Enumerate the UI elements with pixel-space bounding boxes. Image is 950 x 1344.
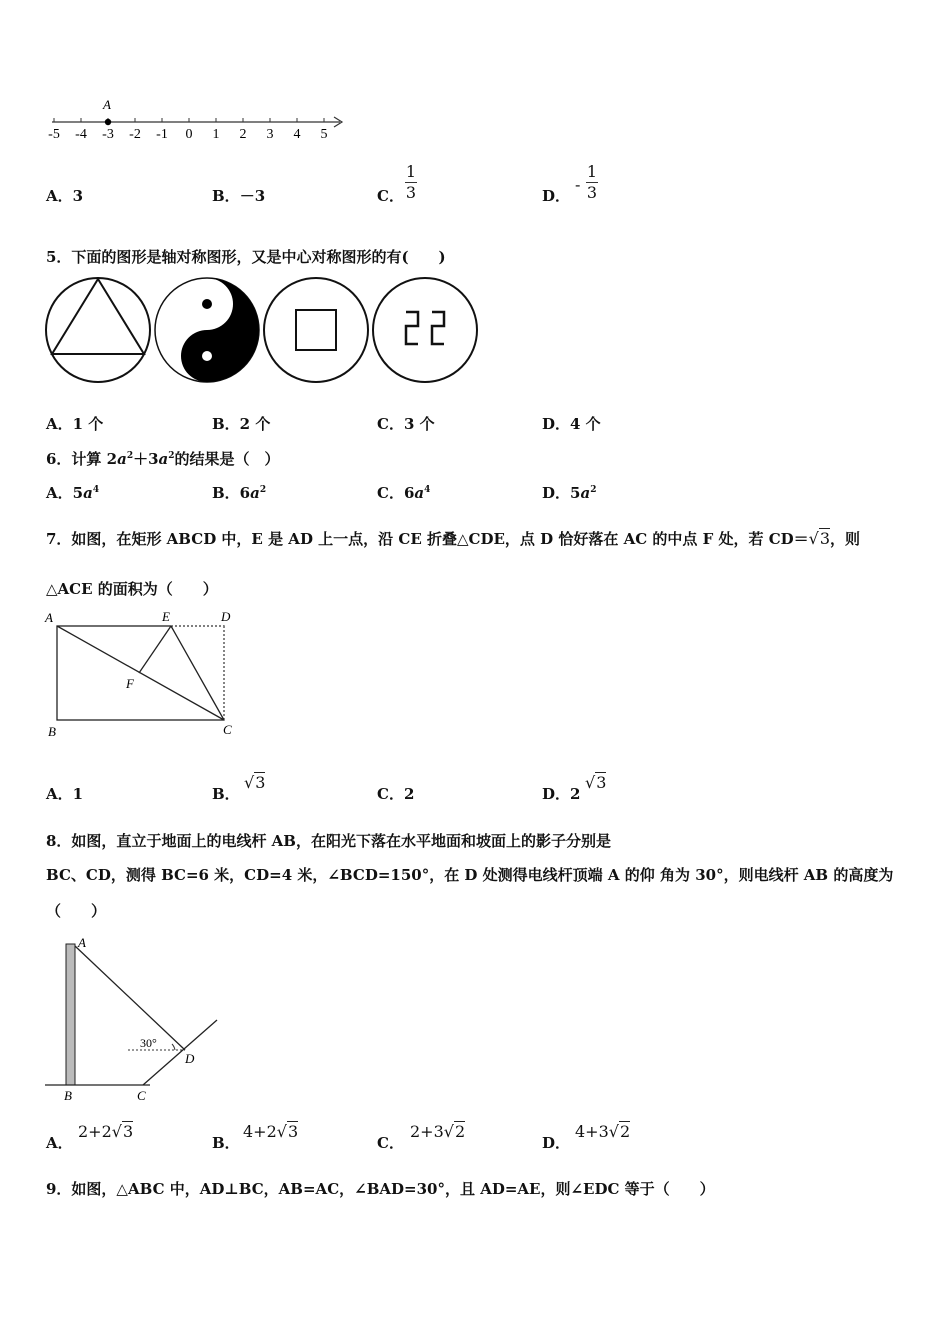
- q7-rectangle-figure: [40, 604, 250, 744]
- q6-options: [46, 482, 906, 506]
- q4-d-sign: -: [575, 175, 581, 194]
- number-line-tick-label: -4: [75, 127, 87, 142]
- q7-option-c[interactable]: C．2: [377, 785, 415, 803]
- q6-option-b[interactable]: B．$6a^2$: [212, 484, 267, 502]
- q8-line3: （ ）: [46, 902, 107, 920]
- q5-figures: [44, 276, 484, 386]
- number-line-tick-label: 0: [185, 127, 193, 142]
- q9-text: 9．如图，△ABC 中，AD⊥BC，AB=AC，∠BAD=30°，且 AD=AE，则∠EDC 等于（ ）: [46, 1180, 715, 1198]
- q8-line1: 8．如图，直立于地面上的电线杆 AB，在阳光下落在水平地面和坡面上的影子分别是: [46, 832, 611, 850]
- q5-option-d[interactable]: D．4 个: [542, 415, 601, 433]
- q8-label-b: B: [64, 1088, 72, 1103]
- q7-line2: △ACE 的面积为（ ）: [46, 580, 218, 598]
- number-line-tick-label: 2: [239, 127, 247, 142]
- q4-c-fraction: 1 3: [405, 162, 417, 202]
- q8-label-c: C: [137, 1088, 146, 1103]
- number-line-tick-label: -3: [102, 127, 114, 142]
- q7-label-a: A: [45, 610, 53, 625]
- number-line-tick-label: -5: [48, 127, 60, 142]
- q4-option-c[interactable]: C．: [377, 187, 404, 205]
- q4-options: [46, 185, 906, 209]
- circle-square-figure: [264, 278, 368, 382]
- circle-pattern-figure: [373, 278, 477, 382]
- q5-options: [46, 413, 906, 437]
- q8-pole-figure: [40, 932, 230, 1104]
- q8-angle-label: 30°: [140, 1036, 157, 1050]
- q6-option-a[interactable]: A．$5a^4$: [46, 484, 100, 502]
- q4-d-fraction: 1 3: [586, 162, 598, 202]
- q5-option-b[interactable]: B．2 个: [212, 415, 271, 433]
- number-line-tick-label: 4: [293, 127, 301, 142]
- q7-d-radical: √3: [585, 773, 607, 792]
- q8-d-expression: 4+3√2: [575, 1122, 631, 1141]
- q7-options: [46, 783, 906, 807]
- q6-option-d[interactable]: D．$5a^2$: [542, 484, 597, 502]
- q5-text: 5．下面的图形是轴对称图形，又是中心对称图形的有( ): [46, 248, 446, 266]
- number-line-tick-label: 1: [212, 127, 220, 142]
- q7-label-f: F: [126, 676, 134, 691]
- number-line-figure: [40, 92, 360, 148]
- number-line-tick-label: -1: [156, 127, 168, 142]
- q8-c-expression: 2+3√2: [410, 1122, 466, 1141]
- q5-option-a[interactable]: A．1 个: [46, 415, 104, 433]
- q4-option-a[interactable]: A．3: [46, 187, 84, 205]
- q7-label-b: B: [48, 724, 56, 739]
- number-line-tick-label: -2: [129, 127, 141, 142]
- number-line-tick-label: 3: [266, 127, 274, 142]
- q8-options: [46, 1132, 906, 1156]
- point-a-label: A: [103, 97, 111, 112]
- q8-a-expression: 2+2√3: [78, 1122, 134, 1141]
- q7-option-d[interactable]: D．2: [542, 785, 581, 803]
- q6-text: 6．计算 $2a^2+3a^2$的结果是（ ）: [46, 450, 280, 468]
- number-line-tick-label: 5: [320, 127, 328, 142]
- q8-option-a[interactable]: A．: [46, 1134, 73, 1152]
- q8-option-c[interactable]: C．: [377, 1134, 404, 1152]
- q7-option-b[interactable]: B．: [212, 785, 240, 803]
- q4-option-b[interactable]: B．－3: [212, 187, 266, 205]
- yin-yang-figure: [155, 278, 259, 382]
- q4-option-d[interactable]: D．: [542, 187, 571, 205]
- q8-label-d: D: [185, 1051, 195, 1066]
- circle-triangle-figure: [46, 278, 150, 382]
- q8-label-a: A: [78, 935, 86, 950]
- q8-line2: BC、CD，测得 BC=6 米，CD=4 米，∠BCD=150°，在 D 处测得电线杆顶端 A 的仰 角为 30°，则电线杆 AB 的高度为: [46, 866, 894, 884]
- q7-label-c: C: [223, 722, 232, 737]
- q8-b-expression: 4+2√3: [243, 1122, 299, 1141]
- q8-option-b[interactable]: B．: [212, 1134, 240, 1152]
- q7-line1: 7．如图，在矩形 ABCD 中，E 是 AD 上一点，沿 CE 折叠△CDE，点 D 恰好落在 AC 的中点 F 处，若 CD＝√3，则: [46, 529, 861, 548]
- q5-option-c[interactable]: C．3 个: [377, 415, 435, 433]
- q8-option-d[interactable]: D．: [542, 1134, 571, 1152]
- q7-label-e: E: [162, 609, 170, 624]
- point-a-dot: [105, 119, 111, 125]
- q6-option-c[interactable]: C．$6a^4$: [377, 484, 431, 502]
- q7-option-a[interactable]: A．1: [46, 785, 84, 803]
- q7-b-radical: √3: [244, 773, 266, 792]
- q7-label-d: D: [221, 609, 231, 624]
